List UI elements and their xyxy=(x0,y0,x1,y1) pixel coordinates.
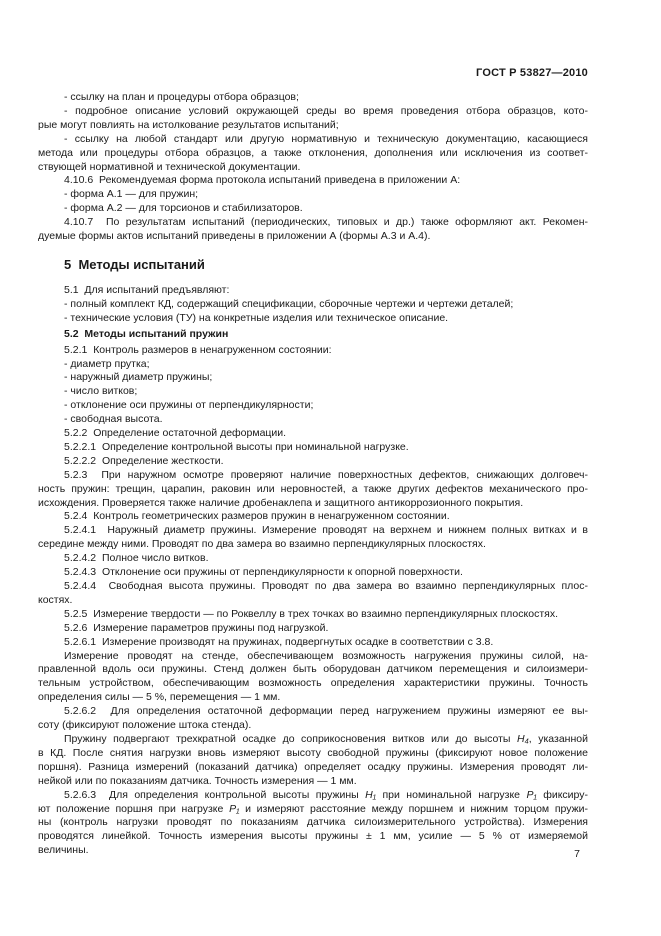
text-line: 5.2.5 Измерение твердости — по Роквеллу в трех точках во взаимно перпендикулярных плоскостях. xyxy=(64,607,558,620)
text-line: - форма А.2 — для торсионов и стабилизаторов. xyxy=(64,202,303,215)
paragraph xyxy=(38,705,588,733)
text-line: 5.2.4.2 Полное число витков. xyxy=(64,552,209,565)
list-item xyxy=(38,371,588,385)
text-line: - форма А.1 — для пружин; xyxy=(64,188,199,201)
text-line: Измерение проводят на стенде, обеспечивающем возможность нагружения пружины силой, на- xyxy=(64,649,588,662)
text-line: - диаметр прутка; xyxy=(64,357,150,370)
text-line: 5.2.6.1 Измерение производят на пружинах, подвергнутых осадке в соответствии с 3.8. xyxy=(64,635,494,648)
text-line: поршня). Разница измерений (показаний датчика) определяет осадку пружины. Измерения проводят ли- xyxy=(38,760,588,773)
paragraph xyxy=(38,524,588,552)
text-line: правленной вдоль оси пружины. Стенд должен быть оборудован датчиком перемещения и силоизмери- xyxy=(38,663,588,676)
text-line: Пружину подвергают трехкратной осадке до соприкосновения витков или до высоты H₄, указанной xyxy=(64,732,588,745)
text-line: ют положение поршня при нагрузке P₁ и измеряют расстояние между поршнем и нижним торцом пружи- xyxy=(38,802,589,815)
paragraph xyxy=(38,441,588,455)
text-line: 5.2.4.4 Свободная высота пружины. Проводят по два замера во взаимно перпендикулярных плос- xyxy=(64,580,588,592)
text-line: 4.10.6 Рекомендуемая форма протокола испытаний приведена в приложении А: xyxy=(64,174,461,187)
text-line: - свободная высота. xyxy=(64,413,163,426)
math-variable: P₁ xyxy=(229,802,240,815)
text-line: тельным устройством, обеспечивающим возможность определения характеристики пружины. Точность xyxy=(38,677,588,690)
text-line: проводятся линейкой. Точность измерения высоты пружины ± 1 мм, усилие — 5 % от измеряемой xyxy=(38,830,588,843)
list-item xyxy=(38,91,588,105)
list-item xyxy=(38,385,588,399)
section-heading xyxy=(38,256,588,273)
text-line: - подробное описание условий окружающей среды во время проведения отбора образцов, кото- xyxy=(64,104,588,117)
text-line: - технические условия (ТУ) на конкретные изделия или техническое описание. xyxy=(64,311,449,324)
paragraph xyxy=(38,552,588,566)
text-line: 5.2.4.3 Отклонение оси пружины от перпендикулярности к опорной поверхности. xyxy=(64,566,463,579)
list-item xyxy=(38,133,588,175)
text-line: - ссылку на любой стандарт или другую нормативную и техническую документацию, касающиеся xyxy=(64,132,588,145)
text-line: 5.2.6 Измерение параметров пружины под нагрузкой. xyxy=(64,621,329,634)
paragraph xyxy=(38,566,588,580)
math-variable: P₁ xyxy=(526,788,537,801)
text-line: - число витков; xyxy=(64,385,138,398)
paragraph xyxy=(38,650,588,706)
text-line: - отклонение оси пружины от перпендикулярности; xyxy=(64,399,314,412)
paragraph xyxy=(38,636,588,650)
list-item xyxy=(38,358,588,372)
subsection-heading xyxy=(38,328,588,342)
text-line: 5 Методы испытаний xyxy=(64,256,205,272)
text-line: метода или процедуры отбора образцов, а также отклонения, дополнения или исключения из соответ- xyxy=(38,146,588,159)
paragraph xyxy=(38,510,588,524)
running-header: ГОСТ Р 53827—2010 xyxy=(476,67,588,79)
text-line: 5.1 Для испытаний предъявляют: xyxy=(64,283,230,296)
paragraph xyxy=(38,174,588,188)
math-variable: H₁ xyxy=(365,788,377,801)
list-item xyxy=(38,105,588,133)
text-line: 5.2.6.3 Для определения контрольной высоты пружины H₁ при номинальной нагрузке P₁ фиксиру- xyxy=(64,788,588,801)
list-item xyxy=(38,399,588,413)
text-line: дуемые формы актов испытаний приведены в приложении А (формы А.3 и А.4). xyxy=(38,230,431,243)
text-line: в КД. После снятия нагрузки вновь измеряют высоту свободной пружины (фиксируют новое положение xyxy=(38,746,588,759)
text-line: 5.2.3 При наружном осмотре проверяют наличие поверхностных дефектов, снижающих долговеч- xyxy=(64,468,588,481)
text-line: ны (контроль нагрузки проводят по показаниям датчика силоизмерительного устройства). Измерения xyxy=(38,816,588,829)
text-line: - ссылку на план и процедуры отбора образцов; xyxy=(64,91,299,103)
text-line: ность пружин: трещин, царапин, раковин или неровностей, а также других дефектов механического про- xyxy=(38,482,588,495)
text-line: определения силы — 5 %, перемещения — 1 мм. xyxy=(38,691,281,704)
text-line: 5.2.6.2 Для определения остаточной деформации перед нагружением пружины измеряют ее вы- xyxy=(64,705,588,718)
list-item xyxy=(38,312,588,326)
list-item xyxy=(38,188,588,202)
math-variable: H₄ xyxy=(517,732,529,745)
text-line: соту (фиксируют положение штока стенда). xyxy=(38,719,252,732)
text-line: величины. xyxy=(38,844,89,857)
text-line: 5.2 Методы испытаний пружин xyxy=(64,327,229,340)
text-line: 4.10.7 По результатам испытаний (периодических, типовых и др.) также оформляют акт. Рекомен- xyxy=(64,216,588,229)
paragraph xyxy=(38,608,588,622)
document-body xyxy=(38,91,588,858)
text-line: середине между ними. Проводят по два замера во взаимно перпендикулярных плоскостях. xyxy=(38,538,486,551)
list-item xyxy=(38,413,588,427)
paragraph xyxy=(38,344,588,358)
text-line: 5.2.2 Определение остаточной деформации. xyxy=(64,427,287,440)
text-line: нейкой или по показаниям датчика. Точность измерения — 1 мм. xyxy=(38,774,357,787)
paragraph xyxy=(38,622,588,636)
text-line: костях. xyxy=(38,593,73,606)
paragraph xyxy=(38,733,588,789)
text-line: 5.2.4.1 Наружный диаметр пружины. Измерение проводят на верхнем и нижнем полных витках и в xyxy=(64,524,588,537)
text-line: исхождения. Проверяется также наличие дробенаклепа и защитного антикоррозионного покрытия. xyxy=(38,496,524,509)
paragraph xyxy=(38,580,588,608)
text-line: рые могут повлиять на истолкование результатов испытаний; xyxy=(38,118,339,131)
text-line: - полный комплект КД, содержащий спецификации, сборочные чертежи и чертежи деталей; xyxy=(64,297,514,310)
paragraph xyxy=(38,427,588,441)
text-line: - наружный диаметр пружины; xyxy=(64,371,213,384)
paragraph xyxy=(38,455,588,469)
list-item xyxy=(38,298,588,312)
text-line: 5.2.2.2 Определение жесткости. xyxy=(64,454,224,467)
page-number: 7 xyxy=(574,848,580,860)
paragraph xyxy=(38,216,588,244)
text-line: 5.2.4 Контроль геометрических размеров пружин в ненагруженном состоянии. xyxy=(64,510,450,523)
text-line: ствующей нормативной и технической документации. xyxy=(38,160,301,173)
list-item xyxy=(38,202,588,216)
paragraph xyxy=(38,284,588,298)
text-line: 5.2.2.1 Определение контрольной высоты при номинальной нагрузке. xyxy=(64,440,409,453)
text-line: 5.2.1 Контроль размеров в ненагруженном состоянии: xyxy=(64,343,332,356)
paragraph xyxy=(38,469,588,511)
